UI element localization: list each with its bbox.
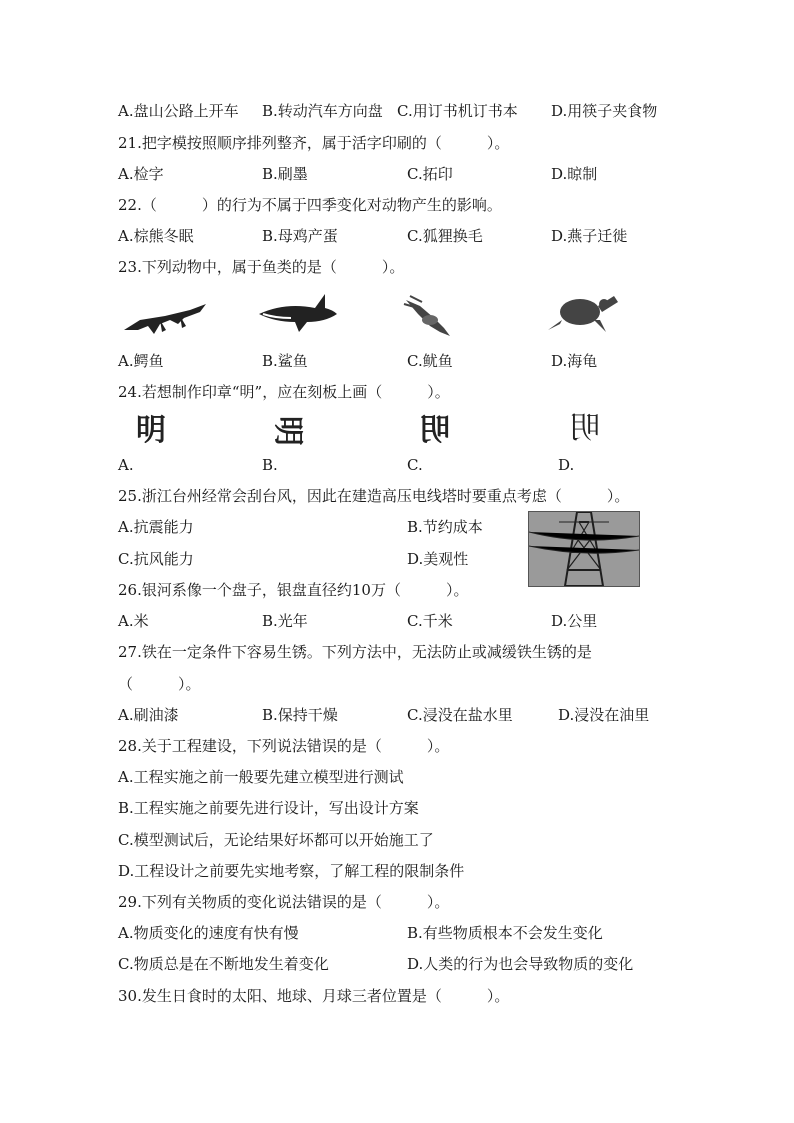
- seal-glyph-c: 明: [420, 413, 450, 448]
- squid-image: [400, 292, 455, 340]
- q28-stem: 28.关于工程建设，下列说法错误的是（ ）。: [118, 737, 450, 755]
- seal-glyph-b: 明: [270, 416, 305, 446]
- q25-option-a: A.抗震能力: [118, 518, 194, 536]
- q22-option-a: A.棕熊冬眠: [118, 227, 194, 245]
- q20-option-c: C.用订书机订书本: [397, 102, 518, 120]
- q28-option-a: A.工程实施之前一般要先建立模型进行测试: [118, 768, 404, 786]
- q22-option-d: D.燕子迁徙: [551, 227, 628, 245]
- crocodile-image: [120, 290, 210, 340]
- q29-stem: 29.下列有关物质的变化说法错误的是（ ）。: [118, 893, 450, 911]
- q21-option-b: B.刷墨: [262, 165, 308, 183]
- q29-option-d: D.人类的行为也会导致物质的变化: [407, 955, 634, 973]
- shark-image: [255, 290, 340, 338]
- q26-stem: 26.银河系像一个盘子，银盘直径约10万（ ）。: [118, 581, 469, 599]
- q26-option-d: D.公里: [551, 612, 598, 630]
- q21-stem: 21.把字模按照顺序排列整齐，属于活字印刷的（ ）。: [118, 134, 510, 152]
- q22-option-c: C.狐狸换毛: [407, 227, 483, 245]
- sea-turtle-image: [542, 290, 622, 336]
- q25-option-b: B.节约成本: [407, 518, 483, 536]
- q27-option-d: D.浸没在油里: [558, 706, 650, 724]
- q26-option-b: B.光年: [262, 612, 308, 630]
- q29-option-a: A.物质变化的速度有快有慢: [118, 924, 299, 942]
- q26-option-a: A.米: [118, 612, 149, 630]
- q29-option-c: C.物质总是在不断地发生着变化: [118, 955, 329, 973]
- q21-option-d: D.晾制: [551, 165, 598, 183]
- q23-stem: 23.下列动物中，属于鱼类的是（ ）。: [118, 258, 405, 276]
- q24-stem: 24.若想制作印章“明”，应在刻板上画（ ）。: [118, 383, 450, 401]
- q25-stem: 25.浙江台州经常会刮台风，因此在建造高压电线塔时要重点考虑（ ）。: [118, 487, 630, 505]
- q24-option-c: C.: [407, 456, 423, 474]
- q23-option-a: A.鳄鱼: [118, 352, 164, 370]
- q24-option-d: D.: [558, 456, 575, 474]
- q27-stem: 27.铁在一定条件下容易生锈。下列方法中，无法防止或减缓铁生锈的是: [118, 643, 592, 661]
- q22-option-b: B.母鸡产蛋: [262, 227, 338, 245]
- q22-stem: 22.（ ）的行为不属于四季变化对动物产生的影响。: [118, 196, 502, 214]
- q23-option-c: C.鱿鱼: [407, 352, 453, 370]
- q20-option-b: B.转动汽车方向盘: [262, 102, 383, 120]
- q23-option-d: D.海龟: [551, 352, 598, 370]
- q26-option-c: C.千米: [407, 612, 453, 630]
- q24-option-b: B.: [262, 456, 278, 474]
- q20-option-d: D.用筷子夹食物: [551, 102, 658, 120]
- q27-option-b: B.保持干燥: [262, 706, 338, 724]
- q24-option-a: A.: [118, 456, 134, 474]
- seal-glyph-a: 明: [136, 413, 166, 448]
- q29-option-b: B.有些物质根本不会发生变化: [407, 924, 603, 942]
- q23-option-b: B.鲨鱼: [262, 352, 308, 370]
- q25-option-c: C.抗风能力: [118, 550, 194, 568]
- power-tower-image: [528, 511, 640, 587]
- q27-option-c: C.浸没在盐水里: [407, 706, 513, 724]
- q28-option-c: C.模型测试后，无论结果好坏都可以开始施工了: [118, 831, 434, 849]
- q21-option-a: A.检字: [118, 165, 164, 183]
- q28-option-d: D.工程设计之前要先实地考察，了解工程的限制条件: [118, 862, 465, 880]
- q25-option-d: D.美观性: [407, 550, 469, 568]
- q27-stem-continued: （ ）。: [118, 675, 201, 693]
- q20-option-a: A.盘山公路上开车: [118, 102, 239, 120]
- seal-glyph-d: 明: [570, 411, 600, 446]
- q28-option-b: B.工程实施之前要先进行设计，写出设计方案: [118, 799, 419, 817]
- q30-stem: 30.发生日食时的太阳、地球、月球三者位置是（ ）。: [118, 987, 510, 1005]
- q27-option-a: A.刷油漆: [118, 706, 179, 724]
- q21-option-c: C.拓印: [407, 165, 453, 183]
